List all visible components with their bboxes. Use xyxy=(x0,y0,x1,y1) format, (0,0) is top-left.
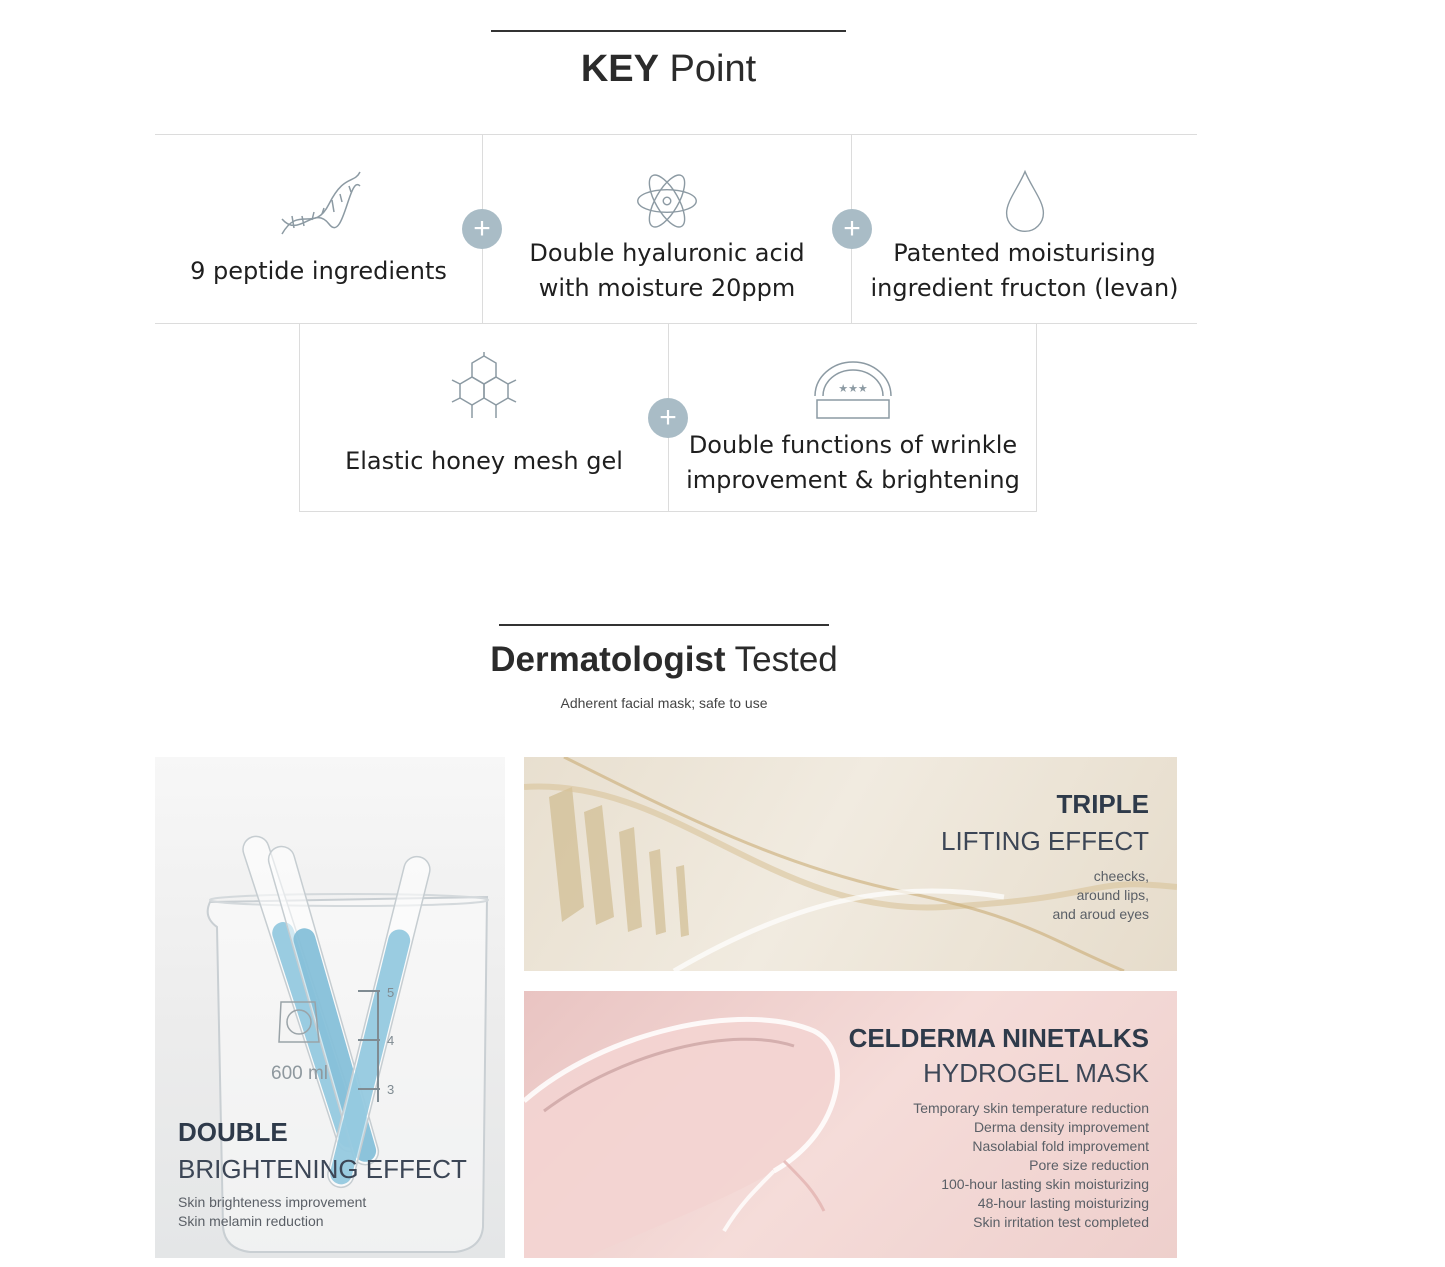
beaker-volume-label: 600 ml xyxy=(271,1063,329,1084)
key-point-title-light: Point xyxy=(669,48,757,90)
key-point-label: Double hyaluronic acid with moisture 20ppm xyxy=(529,239,805,302)
key-point-label: 9 peptide ingredients xyxy=(190,257,447,285)
key-point-label: Patented moisturising ingredient fructon (levan) xyxy=(870,239,1179,302)
key-point-item xyxy=(852,168,1197,306)
key-point-item xyxy=(669,356,1037,498)
derm-top-rule xyxy=(499,624,829,626)
lifting-line: around lips, xyxy=(1076,887,1149,903)
honeycomb-icon xyxy=(444,352,524,424)
beaker-mark: 4 xyxy=(387,1033,395,1048)
key-point-top-rule xyxy=(491,30,846,32)
grid-top-border xyxy=(155,134,1197,135)
key-point-title xyxy=(491,48,846,91)
derm-title-bold: Dermatologist xyxy=(490,640,726,679)
hydrogel-line: Skin irritation test completed xyxy=(973,1214,1149,1230)
hydrogel-line: 100-hour lasting skin moisturizing xyxy=(941,1176,1149,1192)
lifting-text xyxy=(789,789,1149,924)
key-point-label: Double functions of wrinkle improvement & brightening xyxy=(686,431,1020,494)
key-point-title-bold: KEY xyxy=(580,48,659,90)
lifting-line: cheecks, xyxy=(1093,868,1149,884)
hydrogel-line: Derma density improvement xyxy=(973,1119,1149,1135)
brightening-text xyxy=(178,1117,498,1231)
svg-text:★★★: ★★★ xyxy=(838,382,868,395)
lifting-title-bold: TRIPLE xyxy=(1056,789,1149,819)
brightening-line: Skin melamin reduction xyxy=(178,1213,324,1229)
beaker-mark: 3 xyxy=(387,1082,395,1097)
plus-icon: + xyxy=(832,209,872,249)
derm-title-light: Tested xyxy=(734,640,838,679)
plus-icon: + xyxy=(648,398,688,438)
key-point-label: Elastic honey mesh gel xyxy=(345,447,623,475)
droplet-icon xyxy=(1002,168,1048,234)
derm-title xyxy=(420,640,908,680)
beaker-mark: 5 xyxy=(387,985,395,1000)
brightening-title-bold: DOUBLE xyxy=(178,1117,288,1147)
hydrogel-panel xyxy=(524,991,1177,1258)
lifting-line: and aroud eyes xyxy=(1052,906,1149,922)
grid-mid-border xyxy=(155,323,1197,324)
plus-icon: + xyxy=(462,209,502,249)
hydrogel-line: Nasolabial fold improvement xyxy=(972,1138,1149,1154)
hydrogel-title-bold: CELDERMA NINETALKS xyxy=(848,1023,1149,1053)
derm-subtitle: Adherent facial mask; safe to use xyxy=(560,695,768,711)
brightening-title-light: BRIGHTENING EFFECT xyxy=(178,1154,467,1184)
hydrogel-text xyxy=(769,1023,1149,1232)
key-point-item xyxy=(155,160,482,289)
hydrogel-line: Temporary skin temperature reduction xyxy=(913,1100,1149,1116)
hydrogel-line: 48-hour lasting moisturizing xyxy=(977,1195,1149,1211)
key-point-item xyxy=(483,168,851,306)
hydrogel-title-light: HYDROGEL MASK xyxy=(923,1058,1149,1088)
lifting-title-light: LIFTING EFFECT xyxy=(941,826,1149,856)
dna-icon xyxy=(274,160,364,240)
atom-icon xyxy=(634,168,700,234)
dome-stars-icon xyxy=(811,356,895,424)
lifting-panel xyxy=(524,757,1177,971)
hydrogel-line: Pore size reduction xyxy=(1029,1157,1149,1173)
key-point-item xyxy=(300,352,668,479)
brightening-panel xyxy=(155,757,505,1258)
hydrogel-lines xyxy=(769,1099,1149,1232)
brightening-line: Skin brighteness improvement xyxy=(178,1194,367,1210)
